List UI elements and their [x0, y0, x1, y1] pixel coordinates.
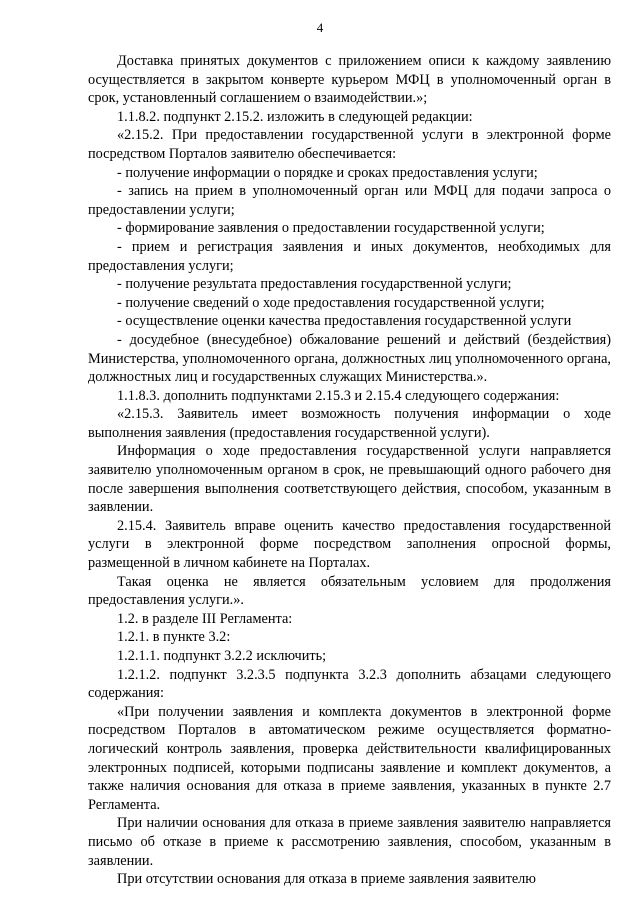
paragraph: Информация о ходе предоставления государственной услуги направляется заявителю уполномоченным органом в срок, не превышающий одного рабочего дня после завершения выполнения соответствующего действия, способом, указанным в заявлении.: [88, 443, 611, 516]
paragraph: 1.2.1.1. подпункт 3.2.2 исключить;: [117, 648, 327, 664]
list-item: - получение сведений о ходе предоставления государственной услуги;: [117, 294, 545, 311]
paragraph: 2.15.4. Заявитель вправе оценить качество предоставления государственной услуги в электронной форме посредством заполнения опросной формы, размещенной в личном кабинете на Порталах.: [88, 517, 611, 572]
list-item: - осуществление оценки качества предоставления государственной услуги: [117, 313, 572, 330]
list-item: - получение информации о порядке и сроках предоставления услуги;: [117, 164, 538, 181]
list-item: - запись на прием в уполномоченный орган или МФЦ для подачи запроса о предоставлении услуги;: [88, 183, 611, 218]
paragraph: 1.2. в разделе III Регламента:: [117, 610, 293, 627]
paragraph: При отсутствии основания для отказа в приеме заявления заявителю: [117, 871, 536, 888]
list-item: - формирование заявления о предоставлении государственной услуги;: [117, 220, 545, 237]
paragraph: 1.2.1. в пункте 3.2:: [117, 629, 231, 646]
paragraph: Такая оценка не является обязательным условием для продолжения предоставления услуги.».: [88, 573, 611, 609]
paragraph: 1.2.1.2. подпункт 3.2.3.5 подпункта 3.2.3 дополнить абзацами следующего содержания:: [88, 666, 611, 702]
list-item: - досудебное (внесудебное) обжалование решений и действий (бездействия) Министерства, уполномоченного органа, должностных лиц уполномоченного органа, должностных лиц и государственных служащих Министерства.».: [88, 331, 611, 386]
paragraph: 1.1.8.2. подпункт 2.15.2. изложить в следующей редакции:: [117, 108, 473, 125]
paragraph: «При получении заявления и комплекта документов в электронной форме посредством Порталов в автоматическом режиме осуществляется форматно-логический контроль заявления, проверка действительности квалифицированных электронных подписей, которыми подписаны заявление и комплект документов, а также наличия основания для отказа в приеме заявления, указанных в пункте 2.7 Регламента.: [88, 703, 611, 813]
document-body: [88, 52, 611, 889]
list-item: - получение результата предоставления государственной услуги;: [117, 276, 512, 293]
paragraph: При наличии основания для отказа в приеме заявления заявителю направляется письмо об отказе в приеме к рассмотрению заявления, способом, указанным в заявлении.: [88, 815, 611, 869]
paragraph: 1.1.8.3. дополнить подпунктами 2.15.3 и 2.15.4 следующего содержания:: [117, 387, 560, 404]
paragraph: «2.15.3. Заявитель имеет возможность получения информации о ходе выполнения заявления (предоставления государственной услуги).: [88, 406, 611, 441]
paragraph: «2.15.2. При предоставлении государственной услуги в электронной форме посредством Порталов заявителю обеспечивается:: [88, 127, 611, 162]
page-number: 4: [316, 20, 324, 35]
list-item: - прием и регистрация заявления и иных документов, необходимых для предоставления услуги;: [88, 238, 611, 274]
paragraph: Доставка принятых документов с приложением описи к каждому заявлению осуществляется в закрытом конверте курьером МФЦ в уполномоченный орган в срок, установленный соглашением о взаимодействии.»;: [88, 53, 611, 107]
